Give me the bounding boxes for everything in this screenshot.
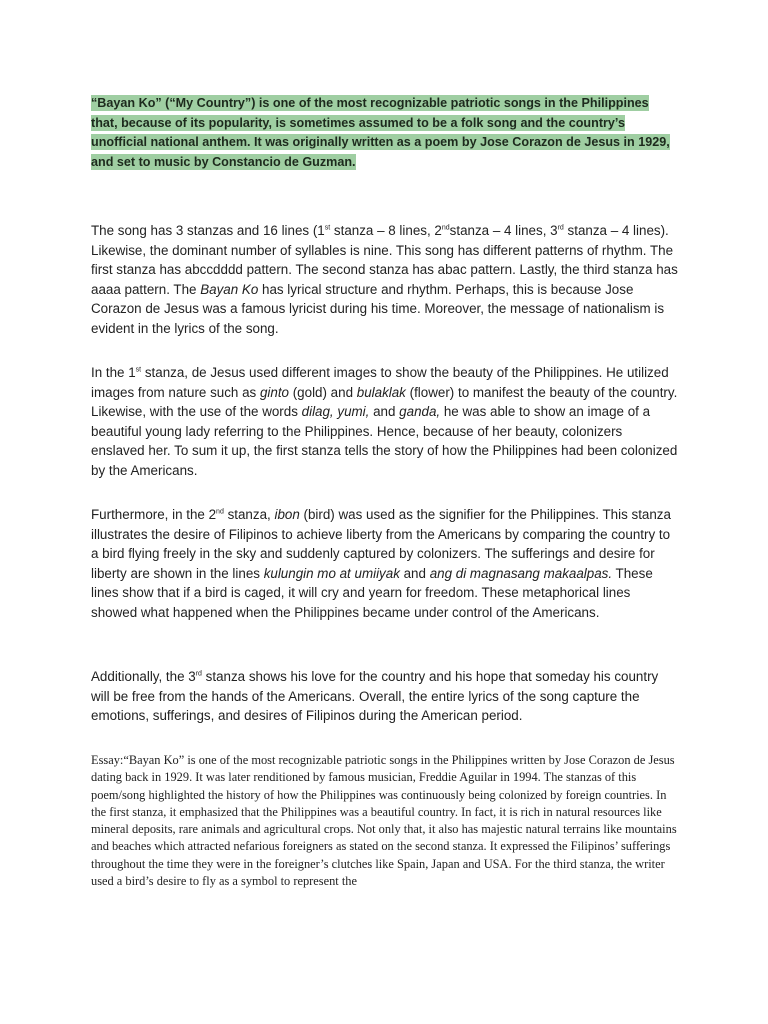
- text-span: stanza,: [223, 507, 275, 522]
- ordinal-suffix: st: [135, 366, 142, 374]
- text-span: (bird) was used as the signifier for the Philippines. This stanza illustrates the desire of Filipinos to achieve liberty from the Americans by comparing the country to a bird flying freely in the sky and suddenly captured by colonizers. The sufferings and desire for liberty are shown in the lines: [91, 507, 671, 581]
- paragraph-first-stanza: [91, 363, 679, 481]
- italic-term: Bayan Ko: [200, 281, 259, 297]
- text-span: and: [369, 404, 400, 420]
- text-span: has lyrical structure and rhythm. Perhaps, this is because Jose Corazon de Jesus was a famous lyricist during his time. Moreover, the message of nationalism is evident in the lyrics of the song.: [91, 281, 665, 336]
- text-span: stanza shows his love for the country and his hope that someday his country will be free from the hands of the Americans. Overall, the entire lyrics of the song capture the emotions, sufferings, and desires of Filipinos during the American period.: [91, 669, 659, 724]
- text-span: stanza – 8 lines, 2: [330, 223, 442, 238]
- intro-highlight: “Bayan Ko” (“My Country”) is one of the most recognizable patriotic songs in the Philippines that, because of its popularity, is sometimes assumed to be a folk song and the country’s unofficial national anthem. It was originally written as a poem by Jose Corazon de Jesus in 1929, and set to music by Constancio de Guzman.: [91, 96, 670, 169]
- text-span: stanza – 4 lines). Likewise, the dominant number of syllables is nine. This song has different patterns of rhythm. The first stanza has abccdddd pattern. The second stanza has abac pattern. Lastly, the third stanza has aaaa pattern. The: [91, 223, 678, 297]
- ordinal-suffix: nd: [441, 224, 450, 232]
- highlighted-intro-paragraph: [91, 94, 671, 172]
- paragraph-second-stanza: [91, 505, 679, 623]
- text-span: (gold) and: [289, 384, 357, 400]
- text-span: (flower) to manifest the beauty of the country. Likewise, with the use of the words: [91, 384, 678, 420]
- text-span: Furthermore, in the 2: [91, 507, 217, 522]
- text-span: he was able to show an image of a beautiful young lady referring to the Philippines. Hence, because of her beauty, colonizers enslaved her. To sum it up, the first stanza tells the story of how the Philippines had been colonized by the Americans.: [91, 404, 678, 478]
- italic-term: ganda,: [399, 404, 441, 420]
- ordinal-suffix: nd: [216, 508, 224, 516]
- text-span: stanza – 4 lines, 3: [449, 223, 558, 238]
- text-span: These lines show that if a bird is caged, it will cry and yearn for freedom. These metaphorical lines showed what happened when the Philippines became under control of the Americans.: [91, 565, 653, 620]
- paragraph-third-stanza: [91, 667, 679, 726]
- italic-term: ang di magnasang makaalpas.: [429, 565, 613, 581]
- text-span: The song has 3 stanzas and 16 lines (1: [91, 223, 325, 238]
- italic-term: ginto: [259, 384, 289, 400]
- text-span: stanza, de Jesus used different images to show the beauty of the Philippines. He utilized images from nature such as: [91, 365, 669, 400]
- text-span: In the 1: [91, 365, 136, 380]
- italic-term: bulaklak: [356, 384, 406, 400]
- ordinal-suffix: st: [324, 224, 331, 232]
- paragraph-structure: [91, 221, 679, 339]
- essay-paragraph: Essay:“Bayan Ko” is one of the most recognizable patriotic songs in the Philippines written by Jose Corazon de Jesus dating back in 1929. It was later renditioned by famous musician, Freddie Aguilar in 1994. The stanzas of this poem/song highlighted the history of how the Philippines was continuously being colonized by foreign countries. In the first stanza, it emphasized that the Philippines was a beautiful country. In fact, it is rich in natural resources like mineral deposits, rare animals and agricultural crops. Not only that, it also has majestic natural terrains like mountains and beaches which attracted nefarious foreigners as stated on the second stanza. It expressed the Filipinos’ sufferings throughout the time they were in the foreigner’s clutches like Spain, Japan and USA. For the third stanza, the writer used a bird’s desire to fly as a symbol to represent the: [91, 753, 677, 889]
- italic-term: ibon: [274, 507, 300, 522]
- ordinal-suffix: rd: [557, 224, 564, 232]
- text-span: Additionally, the 3: [91, 669, 196, 684]
- italic-term: dilag, yumi,: [301, 404, 370, 420]
- ordinal-suffix: rd: [195, 670, 202, 678]
- italic-term: kulungin mo at umiiyak: [263, 565, 400, 581]
- text-span: and: [399, 565, 430, 581]
